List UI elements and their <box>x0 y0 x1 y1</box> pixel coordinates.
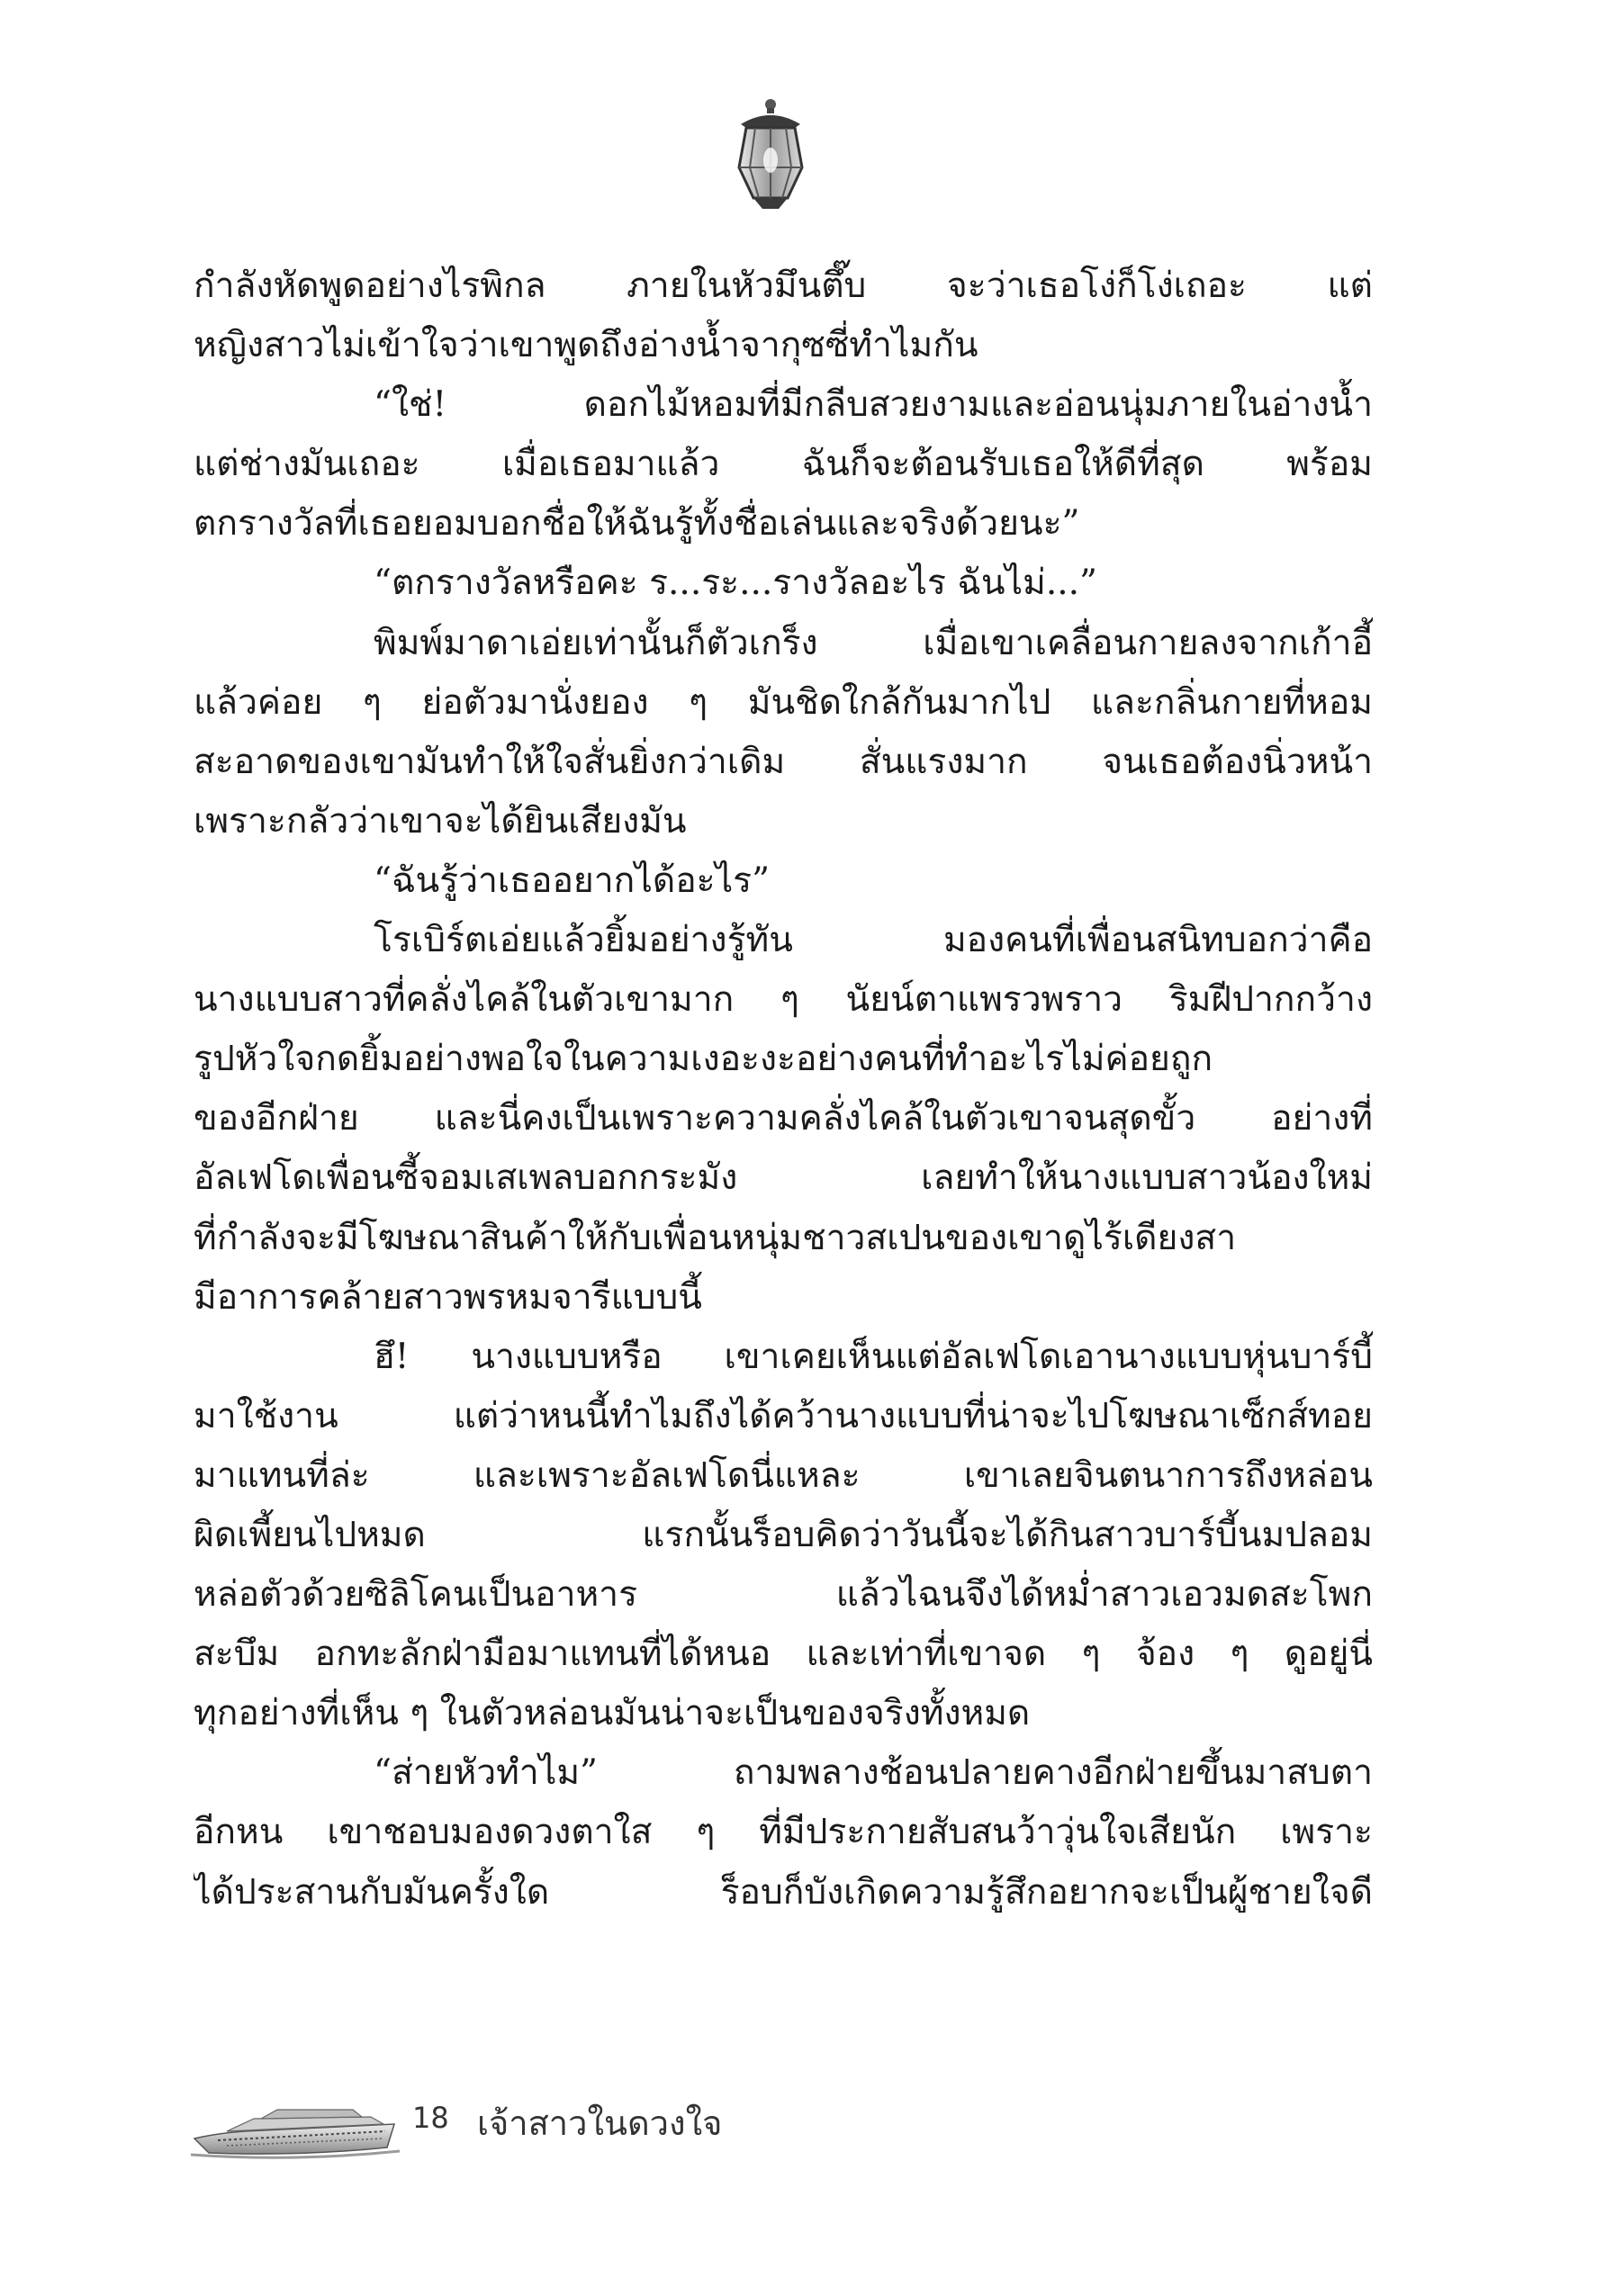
text-line: ของอีกฝ่าย และนี่คงเป็นเพราะความคลั่งไคล้ในตัวเขาจนสุดขั้ว อย่างที่ <box>194 1098 1373 1139</box>
text-line: รูปหัวใจกดยิ้มอย่างพอใจในความเงอะงะอย่างคนที่ทำอะไรไม่ค่อยถูก <box>194 1039 1213 1080</box>
text-line: ที่กำลังจะมีโฆษณาสินค้าให้กับเพื่อนหนุ่มชาวสเปนของเขาดูไร้เดียงสา <box>194 1217 1237 1258</box>
text-line: “ใช่! ดอกไม้หอมที่มีกลีบสวยงามและอ่อนนุ่มภายในอ่างน้ำ <box>374 384 1373 426</box>
text-line: หล่อตัวด้วยซิลิโคนเป็นอาหาร แล้วไฉนจึงได้หม่ำสาวเอวมดสะโพก <box>194 1574 1373 1616</box>
text-line: โรเบิร์ตเอ่ยแล้วยิ้มอย่างรู้ทัน มองคนที่เพื่อนสนิทบอกว่าคือ <box>374 920 1373 961</box>
book-title: เจ้าสาวในดวงใจ <box>477 2103 723 2143</box>
text-line: “ตกรางวัลหรือคะ ร...ระ...รางวัลอะไร ฉันไม่...” <box>374 563 1097 604</box>
text-line: กำลังหัดพูดอย่างไรพิกล ภายในหัวมึนตึ๊บ จะว่าเธอโง่ก็โง่เถอะ แต่ <box>194 266 1373 306</box>
text-line: สะบึม อกทะลักฝ่ามือมาแทนที่ได้หนอ และเท่าที่เขาจด ๆ จ้อง ๆ ดูอยู่นี่ <box>194 1634 1373 1675</box>
text-line: พิมพ์มาดาเอ่ยเท่านั้นก็ตัวเกร็ง เมื่อเขาเคลื่อนกายลงจากเก้าอี้ <box>374 622 1373 663</box>
text-line: ฮึ! นางแบบหรือ เขาเคยเห็นแต่อัลเฟโดเอานางแบบหุ่นบาร์บี้ <box>374 1336 1373 1377</box>
text-line: ผิดเพี้ยนไปหมด แรกนั้นร็อบคิดว่าวันนี้จะได้กินสาวบาร์บี้นมปลอม <box>194 1514 1373 1555</box>
page-number: 18 <box>412 2101 449 2135</box>
text-line: “ฉันรู้ว่าเธออยากได้อะไร” <box>374 860 771 901</box>
text-line: อีกหน เขาชอบมองดวงตาใส ๆ ที่มีประกายสับสนว้าวุ่นใจเสียนัก เพราะ <box>194 1812 1373 1853</box>
text-line: “ส่ายหัวทำไม” ถามพลางช้อนปลายคางอีกฝ่ายขึ้นมาสบตา <box>374 1752 1373 1794</box>
text-line: แต่ช่างมันเถอะ เมื่อเธอมาแล้ว ฉันก็จะต้อนรับเธอให้ดีที่สุด พร้อม <box>194 444 1373 485</box>
text-line: นางแบบสาวที่คลั่งไคล้ในตัวเขามาก ๆ นัยน์ตาแพรวพราว ริมฝีปากกว้าง <box>194 979 1373 1021</box>
text-line: มาใช้งาน แต่ว่าหนนี้ทำไมถึงได้คว้านางแบบที่น่าจะไปโฆษณาเซ็กส์ทอย <box>194 1395 1373 1436</box>
text-line: ได้ประสานกับมันครั้งใด ร็อบก็บังเกิดความรู้สึกอยากจะเป็นผู้ชายใจดี <box>194 1871 1373 1913</box>
text-line: ทุกอย่างที่เห็น ๆ ในตัวหล่อนมันน่าจะเป็นของจริงทั้งหมด <box>194 1693 1031 1734</box>
text-line: มาแทนที่ล่ะ และเพราะอัลเฟโดนี่แหละ เขาเลยจินตนาการถึงหล่อน <box>194 1454 1373 1496</box>
cruise-ship-icon <box>191 2097 400 2162</box>
lantern-icon <box>732 97 809 212</box>
text-line: อัลเฟโดเพื่อนซี้จอมเสเพลบอกกระมัง เลยทำให้นางแบบสาวน้องใหม่ <box>194 1157 1373 1199</box>
text-line: แล้วค่อย ๆ ย่อตัวมานั่งยอง ๆ มันชิดใกล้กันมากไป และกลิ่นกายที่หอม <box>194 681 1373 723</box>
text-line: ตกรางวัลที่เธอยอมบอกชื่อให้ฉันรู้ทั้งชื่อเล่นและจริงด้วยนะ” <box>194 503 1080 545</box>
text-line: หญิงสาวไม่เข้าใจว่าเขาพูดถึงอ่างน้ำจากุซซี่ทำไมกัน <box>194 325 978 366</box>
text-line: เพราะกลัวว่าเขาจะได้ยินเสียงมัน <box>194 800 687 842</box>
body-text <box>194 257 1373 1922</box>
text-line: สะอาดของเขามันทำให้ใจสั่นยิ่งกว่าเดิม สั่นแรงมาก จนเธอต้องนิ่วหน้า <box>194 741 1373 782</box>
text-line: มีอาการคล้ายสาวพรหมจารีแบบนี้ <box>194 1276 702 1318</box>
